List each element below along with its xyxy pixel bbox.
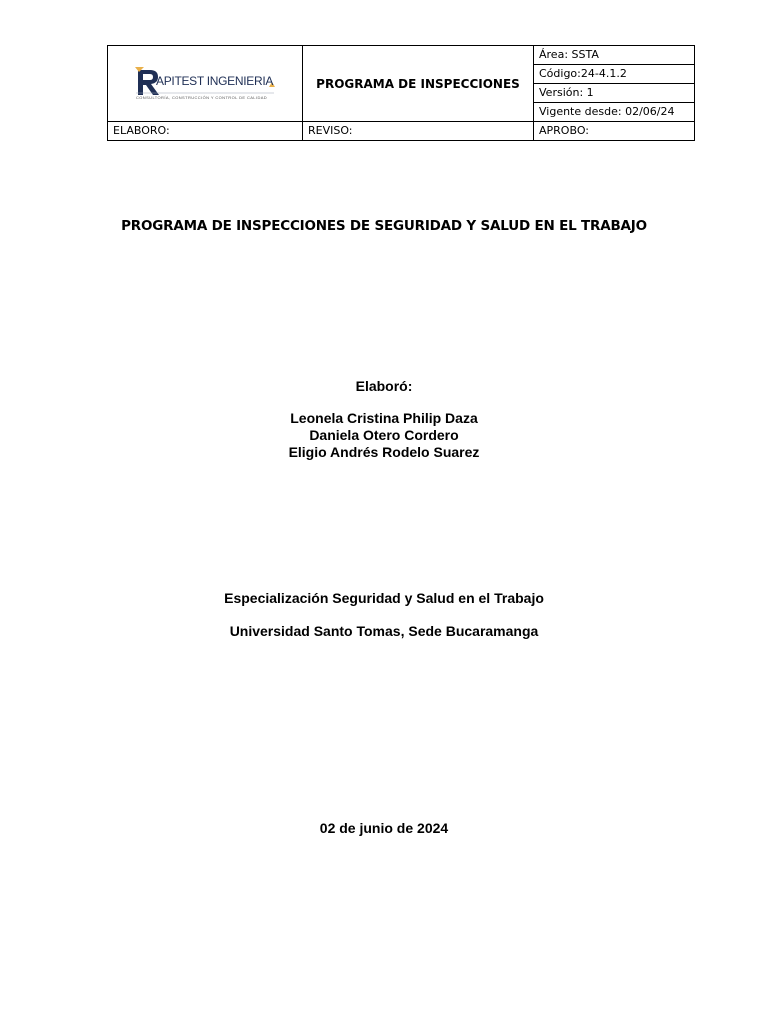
- document-date: 02 de junio de 2024: [319, 820, 449, 836]
- reviso-cell: REVISO:: [303, 122, 534, 141]
- logo-company-name: APITEST INGENIERIA: [156, 73, 274, 88]
- vigente-cell: Vigente desde: 02/06/24: [534, 103, 695, 122]
- company-logo: [132, 62, 278, 106]
- author-name: Daniela Otero Cordero: [309, 427, 459, 443]
- program-name: Especialización Seguridad y Salud en el Trabajo: [224, 590, 544, 606]
- area-cell: Área: SSTA: [534, 46, 695, 65]
- document-title: PROGRAMA DE INSPECCIONES DE SEGURIDAD Y SALUD EN EL TRABAJO: [121, 218, 647, 234]
- university-name: Universidad Santo Tomas, Sede Bucaramanga: [229, 623, 539, 639]
- elaboro-heading: Elaboró:: [355, 378, 413, 394]
- author-name: Eligio Andrés Rodelo Suarez: [288, 444, 480, 460]
- logo-cell: [108, 46, 303, 122]
- aprobo-cell: APROBO:: [534, 122, 695, 141]
- document-header-table: [107, 45, 695, 141]
- codigo-cell: Código:24-4.1.2: [534, 65, 695, 84]
- program-title: PROGRAMA DE INSPECCIONES: [303, 46, 534, 122]
- version-cell: Versión: 1: [534, 84, 695, 103]
- author-name: Leonela Cristina Philip Daza: [290, 410, 478, 426]
- logo-tagline: CONSULTORÍA, CONSTRUCCIÓN Y CONTROL DE CALIDAD: [136, 94, 268, 100]
- author-list: [0, 410, 768, 461]
- elaboro-cell: ELABORO:: [108, 122, 303, 141]
